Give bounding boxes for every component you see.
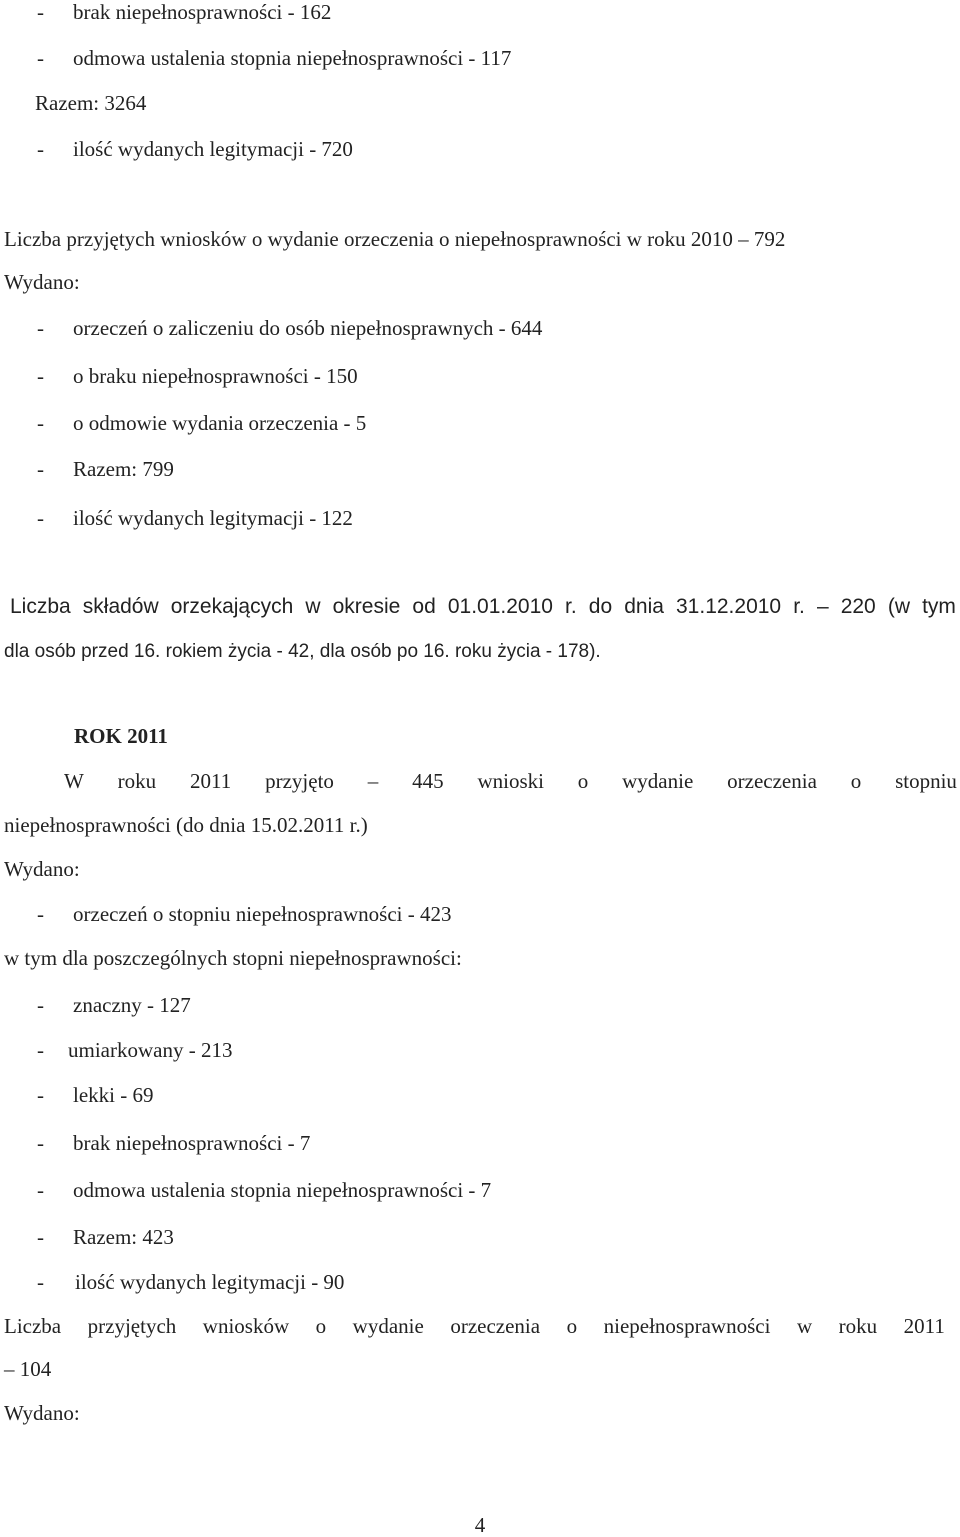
list-dash: - xyxy=(37,1038,44,1062)
word: 445 xyxy=(412,769,444,793)
word: roku xyxy=(117,769,157,793)
word: r. xyxy=(793,595,805,618)
word: w xyxy=(796,1314,813,1338)
word: (w xyxy=(887,595,910,618)
word: wniosków xyxy=(202,1314,290,1338)
word: o xyxy=(566,1314,578,1338)
word: – xyxy=(367,769,379,793)
word: wnioski xyxy=(477,769,544,793)
list-item: ilość wydanych legitymacji - 720 xyxy=(73,137,353,161)
paragraph-panels-line1 xyxy=(10,595,956,619)
list-item: umiarkowany - 213 xyxy=(68,1038,233,1062)
word: orzekających xyxy=(170,595,294,618)
list-item: ilość wydanych legitymacji - 122 xyxy=(73,506,353,530)
word: do xyxy=(588,595,613,618)
list-dash: - xyxy=(37,0,44,24)
word: o xyxy=(850,769,862,793)
word: w xyxy=(305,595,321,618)
word: 2011 xyxy=(190,769,232,793)
word: W xyxy=(64,769,84,793)
word: 31.12.2010 xyxy=(676,595,782,618)
word: 2011 xyxy=(903,1314,945,1338)
list-dash: - xyxy=(37,316,44,340)
word: orzeczenia xyxy=(727,769,817,793)
word: wydanie xyxy=(352,1314,424,1338)
word: niepełnosprawności xyxy=(603,1314,771,1338)
list-dash: - xyxy=(37,993,44,1017)
list-item: odmowa ustalenia stopnia niepełnosprawności - 7 xyxy=(73,1178,492,1202)
word: składów xyxy=(82,595,159,618)
list-item: ilość wydanych legitymacji - 90 xyxy=(75,1270,345,1294)
word: o xyxy=(577,769,589,793)
list-dash: - xyxy=(37,1270,44,1294)
list-dash: - xyxy=(37,457,44,481)
paragraph-panels-line2: dla osób przed 16. rokiem życia - 42, dla osób po 16. roku życia - 178). xyxy=(4,641,601,662)
word: o xyxy=(315,1314,327,1338)
list-item: Razem: 423 xyxy=(73,1225,174,1249)
list-dash: - xyxy=(37,1178,44,1202)
issued-label: Wydano: xyxy=(4,1401,80,1425)
word: stopniu xyxy=(895,769,957,793)
list-dash: - xyxy=(37,506,44,530)
list-item: orzeczeń o zaliczeniu do osób niepełnosprawnych - 644 xyxy=(73,316,543,340)
list-item: lekki - 69 xyxy=(73,1083,154,1107)
breakdown-label: w tym dla poszczególnych stopni niepełnosprawności: xyxy=(4,946,462,970)
paragraph-2011-youth-line1 xyxy=(4,1314,945,1338)
list-item: o odmowie wydania orzeczenia - 5 xyxy=(73,411,367,435)
list-item: odmowa ustalenia stopnia niepełnosprawności - 117 xyxy=(73,46,512,70)
word: tym xyxy=(922,595,956,618)
list-item: Razem: 799 xyxy=(73,457,174,481)
list-dash: - xyxy=(37,902,44,926)
list-item: brak niepełnosprawności - 162 xyxy=(73,0,332,24)
list-dash: - xyxy=(37,46,44,70)
word: okresie xyxy=(332,595,401,618)
total-line: Razem: 3264 xyxy=(35,91,147,115)
paragraph-2010-intro: Liczba przyjętych wniosków o wydanie orzeczenia o niepełnosprawności w roku 2010 – 792 xyxy=(4,227,786,251)
word: – xyxy=(816,595,829,618)
list-dash: - xyxy=(37,1225,44,1249)
page-number: 4 xyxy=(474,1513,486,1537)
word: Liczba xyxy=(4,1314,62,1338)
word: przyjęto xyxy=(265,769,334,793)
list-dash: - xyxy=(37,137,44,161)
list-item: brak niepełnosprawności - 7 xyxy=(73,1131,311,1155)
word: przyjętych xyxy=(87,1314,177,1338)
list-dash: - xyxy=(37,364,44,388)
word: dnia xyxy=(624,595,664,618)
paragraph-2011-intro-line1 xyxy=(64,769,957,793)
section-heading-2011: ROK 2011 xyxy=(74,724,168,748)
word: wydanie xyxy=(622,769,694,793)
word: Liczba xyxy=(10,595,71,618)
list-dash: - xyxy=(37,1083,44,1107)
issued-label: Wydano: xyxy=(4,270,80,294)
word: r. xyxy=(565,595,577,618)
word: 220 xyxy=(840,595,876,618)
word: od xyxy=(412,595,436,618)
list-dash: - xyxy=(37,1131,44,1155)
paragraph-2011-intro-line2: niepełnosprawności (do dnia 15.02.2011 r.) xyxy=(4,813,368,837)
word: roku xyxy=(838,1314,878,1338)
list-item: o braku niepełnosprawności - 150 xyxy=(73,364,358,388)
list-item: znaczny - 127 xyxy=(73,993,191,1017)
word: orzeczenia xyxy=(450,1314,541,1338)
issued-label: Wydano: xyxy=(4,857,80,881)
list-item: orzeczeń o stopniu niepełnosprawności - 423 xyxy=(73,902,452,926)
paragraph-2011-youth-line2: – 104 xyxy=(4,1357,52,1381)
word: 01.01.2010 xyxy=(447,595,553,618)
list-dash: - xyxy=(37,411,44,435)
